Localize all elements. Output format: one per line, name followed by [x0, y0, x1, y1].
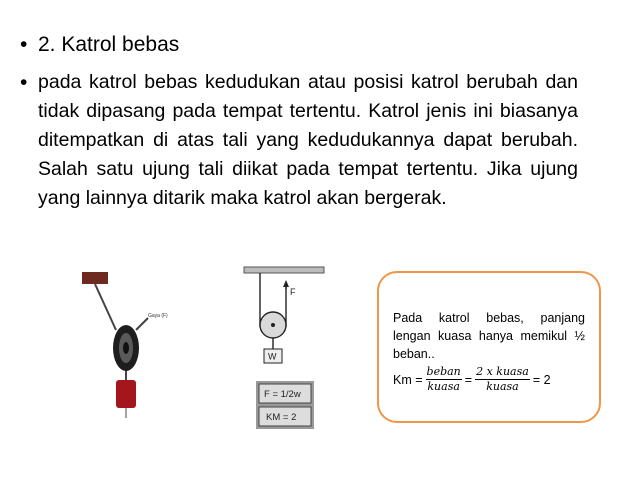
bullet-icon: • — [20, 33, 28, 56]
arrow-head-icon — [283, 280, 289, 287]
note-text: Pada katrol bebas, panjang lengan kuasa hanya memikul ½ beban.. — [393, 311, 585, 361]
pulley-illustration — [78, 268, 188, 428]
km-label: Km = — [393, 372, 423, 387]
diagram-force-label: F — [290, 287, 296, 297]
slide-heading: 2. Katrol bebas — [38, 33, 180, 56]
weight-block — [116, 380, 136, 408]
fraction-numerator: beban — [426, 365, 461, 378]
pulley-wheel — [113, 325, 139, 371]
fraction-beban-kuasa — [426, 365, 462, 394]
fraction-numerator: 2 x kuasa — [476, 365, 529, 378]
ceiling-beam — [82, 272, 108, 284]
pulley-diagram — [240, 265, 330, 435]
bullet-icon: • — [20, 71, 28, 94]
note-box — [377, 271, 601, 423]
formula-km-text: KM = 2 — [266, 412, 297, 423]
fraction-denominator: kuasa — [427, 380, 460, 393]
force-label: Gaya (F) — [148, 313, 168, 319]
ceiling-bar — [244, 267, 324, 273]
km-result: = 2 — [532, 372, 551, 387]
km-formula — [393, 365, 585, 394]
equals-sign: = — [464, 372, 473, 387]
rope-pull — [136, 318, 148, 330]
fraction-2kuasa-kuasa — [475, 365, 530, 394]
heading-row — [20, 30, 179, 60]
fraction-denominator: kuasa — [486, 380, 519, 393]
formula-force-text: F = 1/2w — [264, 389, 301, 400]
paragraph-row — [20, 68, 608, 213]
body-paragraph: pada katrol bebas kedudukan atau posisi katrol berubah dan tidak dipasang pada tempat tertentu. Katrol jenis ini biasanya ditempatkan di atas tali yang kedudukannya dapat berubah. Salah satu ujung tali diikat pada tempat tertentu. Jika ujung yang lainnya ditarik maka katrol akan bergerak. — [38, 71, 578, 209]
rope-fixed — [95, 284, 116, 330]
pulley-axle — [271, 323, 275, 327]
diagram-weight-label: W — [268, 351, 277, 362]
